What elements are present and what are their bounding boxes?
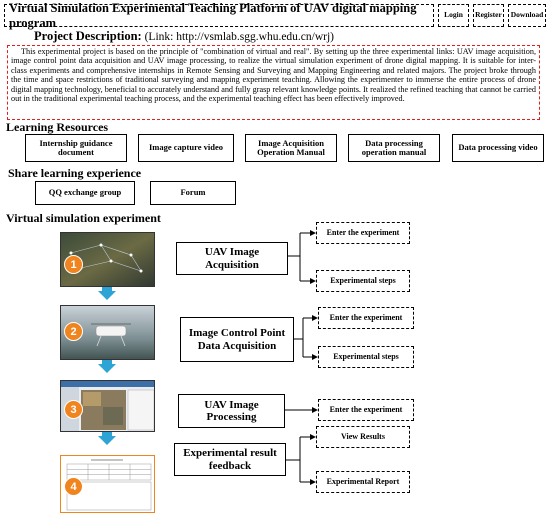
register-button[interactable]: Register bbox=[473, 4, 504, 27]
experimental-steps-button-1[interactable]: Experimental steps bbox=[316, 270, 410, 292]
resource-data-processing-video[interactable]: Data processing video bbox=[452, 134, 544, 162]
down-arrow-icon bbox=[98, 364, 116, 373]
download-button[interactable]: Download bbox=[508, 4, 546, 27]
view-results-button[interactable]: View Results bbox=[316, 426, 410, 448]
stage-experimental-result-feedback[interactable]: Experimental result feedback bbox=[174, 443, 286, 476]
learning-resources-heading: Learning Resources bbox=[6, 120, 109, 134]
stage-uav-image-processing[interactable]: UAV Image Processing bbox=[178, 394, 285, 428]
enter-experiment-button-2[interactable]: Enter the experiment bbox=[318, 307, 414, 329]
down-arrow-icon bbox=[98, 436, 116, 445]
step-badge-3: 3 bbox=[64, 400, 83, 419]
stage-image-control-point[interactable]: Image Control Point Data Acquisition bbox=[180, 317, 294, 362]
project-link[interactable]: (Link: http://vsmlab.sgg.whu.edu.cn/wrj) bbox=[144, 31, 335, 43]
resource-image-acquisition-manual[interactable]: Image Acquisition Operation Manual bbox=[245, 134, 337, 162]
resource-image-capture-video[interactable]: Image capture video bbox=[138, 134, 234, 162]
step-badge-2: 2 bbox=[64, 322, 83, 341]
enter-experiment-button-1[interactable]: Enter the experiment bbox=[316, 222, 410, 244]
qq-exchange-group-button[interactable]: QQ exchange group bbox=[35, 181, 135, 205]
virtual-experiment-heading: Virtual simulation experiment bbox=[6, 211, 161, 225]
resource-internship-guidance[interactable]: Internship guidance document bbox=[25, 134, 127, 162]
experimental-steps-button-2[interactable]: Experimental steps bbox=[318, 346, 414, 368]
login-button[interactable]: Login bbox=[438, 4, 469, 27]
experimental-report-button[interactable]: Experimental Report bbox=[316, 471, 410, 493]
down-arrow-icon bbox=[98, 291, 116, 300]
stage-uav-image-acquisition[interactable]: UAV Image Acquisition bbox=[176, 242, 288, 275]
step-badge-1: 1 bbox=[64, 255, 83, 274]
project-description-heading: Project Description: bbox=[34, 29, 142, 43]
share-heading: Share learning experience bbox=[8, 166, 142, 180]
resource-data-processing-manual[interactable]: Data processing operation manual bbox=[348, 134, 440, 162]
page-title: Virtual Simulation Experimental Teaching Platform of UAV digital mapping program bbox=[4, 4, 434, 27]
forum-button[interactable]: Forum bbox=[150, 181, 236, 205]
step-badge-4: 4 bbox=[64, 477, 83, 496]
enter-experiment-button-3[interactable]: Enter the experiment bbox=[318, 399, 414, 421]
project-description-text: This experimental project is based on the principle of "combination of virtual and real". By setting up the three experimental links: UAV image acquisition, image control point data acquisition and UAV image processing, to realize the virtual simulation experiment of drone digital mapping. It is suitable for inter-class experiments and comprehensive internships in Remote Sensing and Surveying and Mapping Engineering and related majors. The project broke through the time and space restrictions of traditional surveying and mapping experiment teaching. Allowing the experimenter to immerse the entire process of drone digital mapping technology, beneficial to accurately understand and fully grasp relevant knowledge points. It realized the refined teaching that cannot be carried out in the traditional experimental teaching process, and the experimental teaching effect has been effectively improved. bbox=[7, 45, 540, 120]
